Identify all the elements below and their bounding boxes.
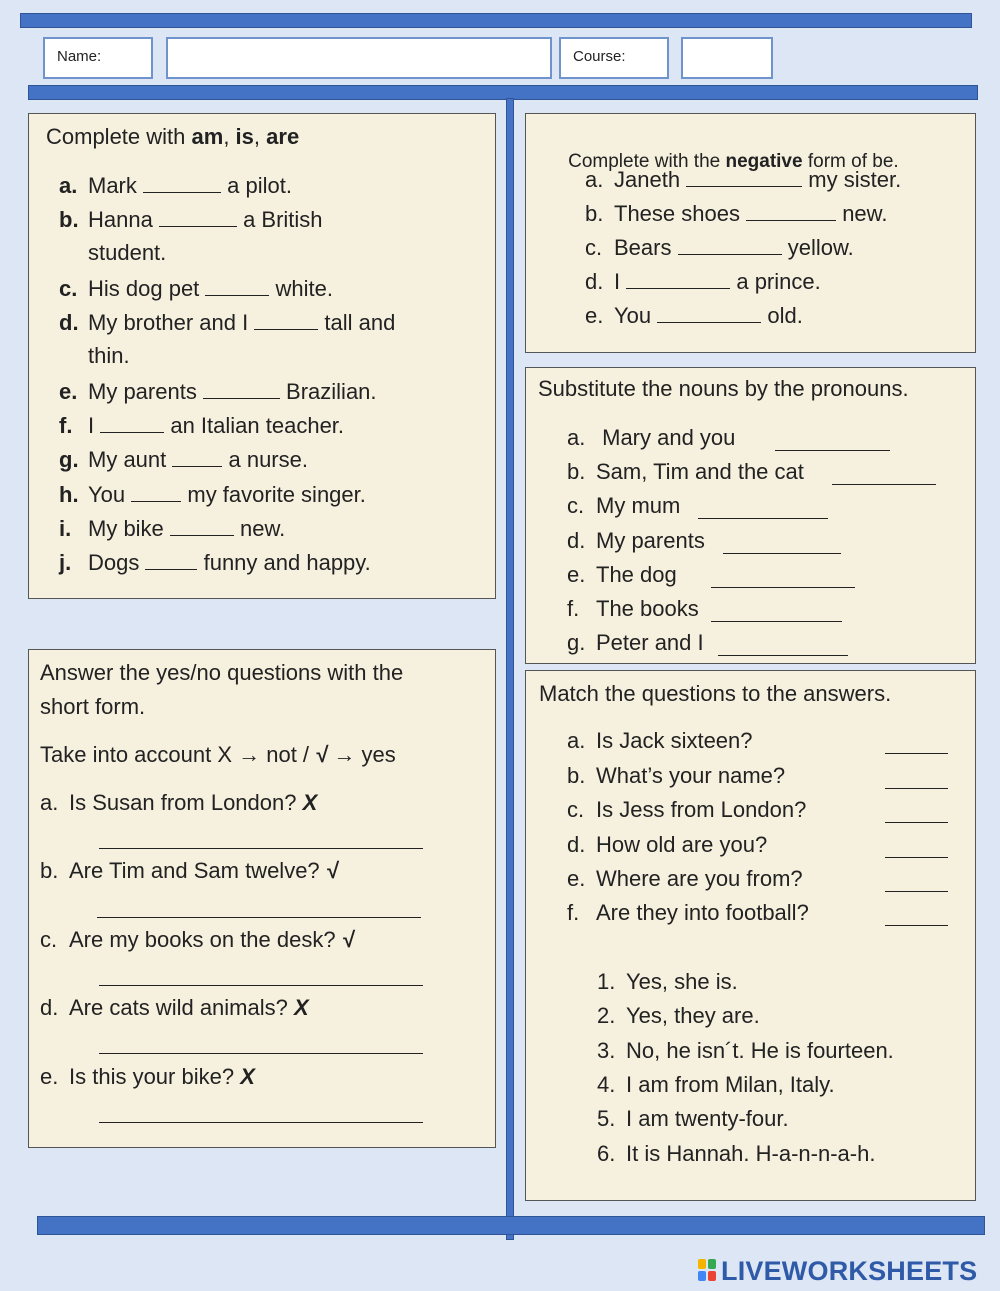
answer-blank[interactable] (205, 273, 269, 296)
list-item: e. The dog (567, 562, 677, 587)
answer-item: 2. Yes, they are. (597, 1003, 760, 1028)
list-item-continuation: student. (88, 240, 167, 265)
answer-blank[interactable] (145, 547, 197, 570)
answer-blank[interactable] (698, 496, 828, 519)
answer-item: 4. I am from Milan, Italy. (597, 1072, 835, 1097)
answer-line[interactable] (99, 963, 423, 986)
exercise-pronouns (525, 367, 976, 664)
answer-blank[interactable] (657, 300, 761, 323)
header-bottom-bar (28, 85, 978, 100)
exercise-title: Match the questions to the answers. (539, 681, 892, 706)
answer-blank[interactable] (718, 633, 848, 656)
match-blank[interactable] (885, 835, 948, 858)
list-item: c. His dog pet white. (59, 273, 333, 304)
answer-item: 6. It is Hannah. H-a-n-n-a-h. (597, 1141, 876, 1166)
match-blank[interactable] (885, 903, 948, 926)
answer-line[interactable] (97, 895, 421, 918)
vertical-divider (506, 98, 514, 1240)
question-item: f. Are they into football? (567, 900, 809, 925)
question-item: e. Is this your bike? X (40, 1064, 255, 1089)
name-input[interactable] (166, 37, 552, 79)
question-item: c. Is Jess from London? (567, 797, 807, 822)
list-item: a. Mary and you (567, 425, 736, 450)
answer-item: 5. I am twenty-four. (597, 1106, 789, 1131)
answer-blank[interactable] (170, 513, 234, 536)
logo-text: LIVEWORKSHEETS (721, 1256, 978, 1286)
list-item: f. I an Italian teacher. (59, 410, 344, 441)
exercise-title: Complete with the negative form of be. (568, 151, 899, 172)
answer-blank[interactable] (100, 410, 164, 433)
match-blank[interactable] (885, 869, 948, 892)
answer-blank[interactable] (143, 170, 221, 193)
question-item: d. How old are you? (567, 832, 768, 857)
exercise-title: Complete with am, is, are (46, 124, 300, 149)
list-item: e. My parents Brazilian. (59, 376, 377, 407)
exercise-title-line2: short form. (40, 694, 146, 719)
liveworksheets-logo (698, 1256, 977, 1287)
list-item: d. My brother and I tall and (59, 307, 395, 338)
answer-blank[interactable] (203, 376, 280, 399)
exercise-hint: Take into account X → not / √ → yes (40, 742, 396, 767)
name-label-box (43, 37, 153, 79)
bottom-bar (37, 1216, 985, 1235)
match-blank[interactable] (885, 800, 948, 823)
answer-blank[interactable] (131, 479, 181, 502)
list-item: a. Mark a pilot. (59, 170, 292, 201)
answer-blank[interactable] (159, 204, 237, 227)
list-item: c. My mum (567, 493, 681, 518)
list-item: i. My bike new. (59, 513, 285, 544)
answer-blank[interactable] (254, 307, 318, 330)
exercise-negative-be (525, 113, 976, 353)
exercise-matching (525, 670, 976, 1201)
list-item: g. Peter and I (567, 630, 704, 655)
top-bar (20, 13, 972, 28)
list-item: a. Janeth my sister. (585, 164, 901, 195)
list-item: b. Hanna a British (59, 204, 323, 235)
question-item: b. What’s your name? (567, 763, 786, 788)
exercise-title: Answer the yes/no questions with the (40, 660, 404, 685)
answer-line[interactable] (99, 826, 423, 849)
match-blank[interactable] (885, 731, 948, 754)
answer-blank[interactable] (172, 444, 222, 467)
list-item-continuation: thin. (88, 343, 130, 368)
answer-item: 3. No, he isn´t. He is fourteen. (597, 1038, 894, 1063)
list-item: d. My parents (567, 528, 705, 553)
list-item: b. These shoes new. (585, 198, 887, 229)
list-item: d. I a prince. (585, 266, 821, 297)
course-label: Course: (573, 48, 626, 65)
list-item: j. Dogs funny and happy. (59, 547, 371, 578)
exercise-short-answers (28, 649, 496, 1148)
question-item: e. Where are you from? (567, 866, 803, 891)
exercise-am-is-are (28, 113, 496, 599)
answer-blank[interactable] (626, 266, 730, 289)
answer-blank[interactable] (775, 428, 890, 451)
answer-blank[interactable] (711, 565, 855, 588)
answer-blank[interactable] (686, 164, 802, 187)
answer-blank[interactable] (723, 531, 841, 554)
answer-line[interactable] (99, 1031, 423, 1054)
course-label-box (559, 37, 669, 79)
exercise-title: Substitute the nouns by the pronouns. (538, 376, 909, 401)
match-blank[interactable] (885, 766, 948, 789)
list-item: h. You my favorite singer. (59, 479, 366, 510)
list-item: g. My aunt a nurse. (59, 444, 308, 475)
answer-line[interactable] (99, 1100, 423, 1123)
list-item: f. The books (567, 596, 699, 621)
question-item: a. Is Susan from London? X (40, 790, 318, 815)
list-item: e. You old. (585, 300, 803, 331)
answer-blank[interactable] (711, 599, 842, 622)
name-label: Name: (57, 48, 102, 65)
question-item: d. Are cats wild animals? X (40, 995, 309, 1020)
question-item: c. Are my books on the desk? √ (40, 927, 354, 952)
course-input[interactable] (681, 37, 773, 79)
answer-blank[interactable] (678, 232, 782, 255)
list-item: c. Bears yellow. (585, 232, 854, 263)
liveworksheets-icon (698, 1259, 718, 1283)
answer-item: 1. Yes, she is. (597, 969, 738, 994)
question-item: a. Is Jack sixteen? (567, 728, 753, 753)
question-item: b. Are Tim and Sam twelve? √ (40, 858, 338, 883)
answer-blank[interactable] (746, 198, 836, 221)
answer-blank[interactable] (832, 462, 936, 485)
list-item: b. Sam, Tim and the cat (567, 459, 804, 484)
